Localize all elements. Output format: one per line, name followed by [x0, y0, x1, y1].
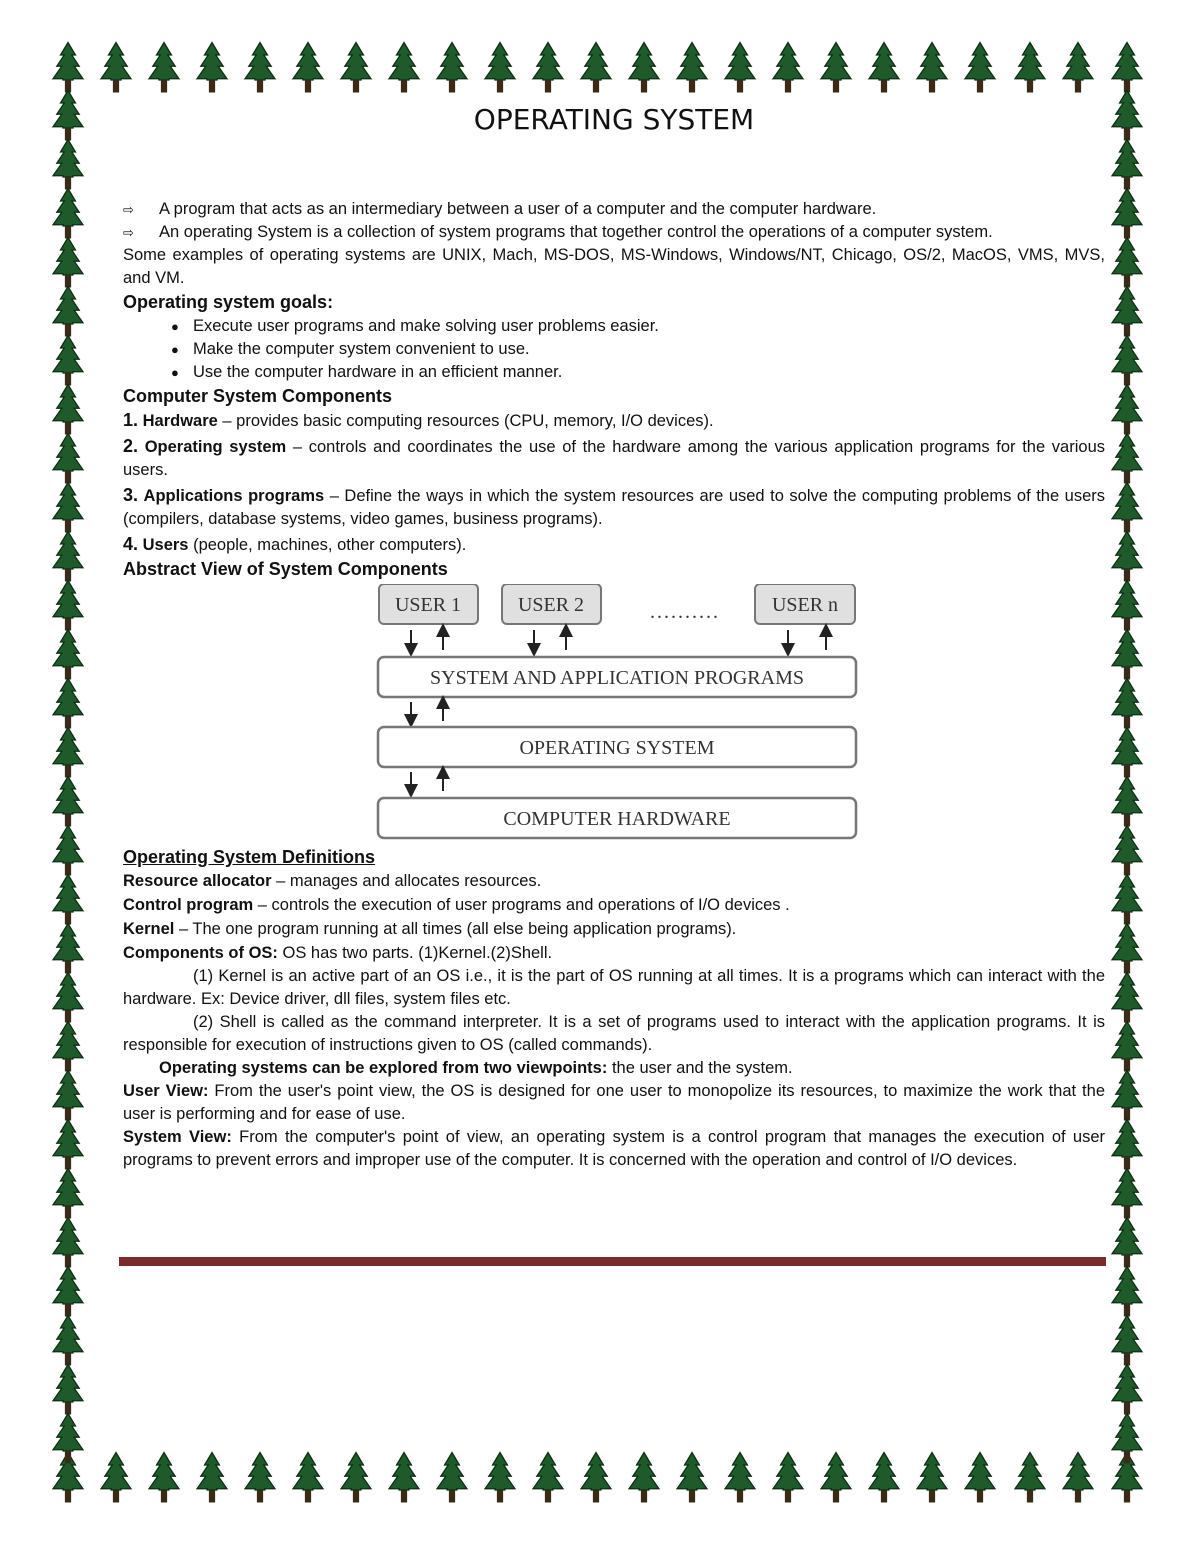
viewpoints-line: Operating systems can be explored from two viewpoints: the user and the system. [159, 1059, 793, 1077]
pine-tree-icon [53, 140, 83, 190]
pine-tree-icon [1112, 483, 1142, 533]
pine-tree-icon [149, 43, 179, 93]
pine-tree-icon [53, 385, 83, 435]
pine-tree-icon [53, 336, 83, 386]
pine-tree-icon [965, 1453, 995, 1503]
ellipsis: .......... [650, 601, 720, 623]
pine-tree-icon [53, 532, 83, 582]
pine-tree-icon [1112, 434, 1142, 484]
pine-tree-icon [1112, 1218, 1142, 1268]
pine-tree-icon [53, 1169, 83, 1219]
pine-tree-icon [53, 581, 83, 631]
layer-label: SYSTEM AND APPLICATION PROGRAMS [430, 667, 804, 689]
components-heading: Computer System Components [123, 386, 393, 406]
definition-item: Resource allocator – manages and allocates resources. [123, 872, 542, 890]
pine-tree-icon [485, 43, 515, 93]
system-view-paragraph: System View: From the computer's point of view, an operating system is a control program that manages the execution of user programs to prevent errors and improper use of the computer. It is concerned with the operation and control of I/O devices. [123, 1128, 1105, 1169]
hollow-arrow-icon: ⇨ [123, 202, 134, 217]
list-item: ● Make the computer system convenient to use. [171, 338, 1105, 361]
component-item: 2. Operating system – controls and coordinates the use of the hardware among the various application programs for the various users. [123, 436, 1105, 479]
pine-tree-icon [1112, 679, 1142, 729]
pine-tree-icon [1112, 973, 1142, 1023]
document-body [123, 100, 1105, 1172]
user-label: USER n [771, 594, 839, 616]
pine-tree-icon [53, 43, 83, 93]
pine-tree-icon [53, 728, 83, 778]
pine-tree-icon [197, 43, 227, 93]
pine-tree-icon [53, 238, 83, 288]
components-os: Components of OS: OS has two parts. (1)Kernel.(2)Shell. [123, 944, 553, 962]
pine-tree-icon [1112, 532, 1142, 582]
pine-tree-icon [53, 1267, 83, 1317]
pine-tree-icon [1112, 1169, 1142, 1219]
pine-tree-icon [1015, 43, 1045, 93]
pine-tree-icon [677, 1453, 707, 1503]
pine-tree-icon [341, 43, 371, 93]
bullet-icon: ● [171, 365, 179, 380]
pine-tree-icon [965, 43, 995, 93]
pine-tree-icon [1112, 1316, 1142, 1366]
pine-tree-icon [821, 43, 851, 93]
pine-tree-icon [1112, 777, 1142, 827]
user-view-paragraph: User View: From the user's point view, the OS is designed for one user to monopolize its resources, to maximize the work that the user is performing and for ease of use. [123, 1082, 1105, 1123]
pine-tree-icon [1112, 581, 1142, 631]
pine-tree-icon [389, 1453, 419, 1503]
pine-tree-icon [1112, 140, 1142, 190]
pine-tree-icon [1112, 1071, 1142, 1121]
pine-tree-icon [53, 630, 83, 680]
pine-tree-icon [53, 875, 83, 925]
pine-tree-icon [53, 973, 83, 1023]
bullet-icon: ● [171, 319, 179, 334]
pine-tree-icon [437, 1453, 467, 1503]
pine-tree-icon [53, 1218, 83, 1268]
horizontal-rule [119, 1257, 1106, 1266]
pine-tree-icon [1112, 238, 1142, 288]
pine-tree-icon [53, 434, 83, 484]
pine-tree-icon [1112, 43, 1142, 93]
pine-tree-icon [1112, 189, 1142, 239]
shell-paragraph: (2) Shell is called as the command interpreter. It is a set of programs used to interact with the application programs. It is responsible for execution of instructions given to OS (called commands). [123, 1013, 1105, 1054]
definitions-heading: Operating System Definitions [123, 847, 376, 867]
pine-tree-icon [773, 43, 803, 93]
pine-tree-icon [533, 1453, 563, 1503]
pine-tree-icon [1063, 43, 1093, 93]
pine-tree-icon [293, 43, 323, 93]
pine-tree-icon [581, 43, 611, 93]
pine-tree-icon [437, 43, 467, 93]
pine-tree-icon [485, 1453, 515, 1503]
examples-paragraph: Some examples of operating systems are UNIX, Mach, MS-DOS, MS-Windows, Windows/NT, Chicago, OS/2, MacOS, VMS, MVS, and VM. [123, 246, 1105, 287]
pine-tree-icon [1112, 1365, 1142, 1415]
pine-tree-icon [389, 43, 419, 93]
pine-tree-icon [917, 43, 947, 93]
pine-tree-icon [53, 189, 83, 239]
pine-tree-icon [53, 679, 83, 729]
pine-tree-icon [1112, 728, 1142, 778]
pine-tree-icon [1112, 630, 1142, 680]
intro-point: ⇨ A program that acts as an intermediary between a user of a computer and the computer hardware. [123, 198, 1105, 221]
pine-tree-icon [53, 1120, 83, 1170]
kernel-paragraph: (1) Kernel is an active part of an OS i.e., it is the part of OS running at all times. It is a programs which can interact with the hardware. Ex: Device driver, dll files, system files etc. [123, 967, 1105, 1008]
pine-tree-icon [1112, 924, 1142, 974]
pine-tree-icon [869, 1453, 899, 1503]
pine-tree-icon [1112, 826, 1142, 876]
goals-heading: Operating system goals: [123, 292, 334, 312]
pine-tree-icon [1015, 1453, 1045, 1503]
pine-tree-icon [245, 1453, 275, 1503]
pine-tree-icon [53, 1022, 83, 1072]
pine-tree-icon [149, 1453, 179, 1503]
pine-tree-icon [1063, 1453, 1093, 1503]
pine-tree-icon [581, 1453, 611, 1503]
goals-list [123, 315, 1105, 384]
list-item: ● Use the computer hardware in an efficient manner. [171, 361, 1105, 384]
pine-tree-icon [1112, 287, 1142, 337]
pine-tree-icon [53, 483, 83, 533]
user-label: USER 2 [517, 594, 585, 616]
pine-tree-icon [1112, 1414, 1142, 1464]
pine-tree-icon [101, 43, 131, 93]
pine-tree-icon [101, 1453, 131, 1503]
pine-tree-icon [1112, 336, 1142, 386]
pine-tree-icon [677, 43, 707, 93]
pine-tree-icon [53, 826, 83, 876]
pine-tree-icon [53, 91, 83, 141]
pine-tree-icon [725, 1453, 755, 1503]
pine-tree-icon [1112, 1267, 1142, 1317]
layer-label: OPERATING SYSTEM [519, 737, 715, 759]
pine-tree-icon [53, 1414, 83, 1464]
pine-tree-icon [917, 1453, 947, 1503]
component-item: 3. Applications programs – Define the ways in which the system resources are used to solve the computing problems of the users (compilers, database systems, video games, business programs). [123, 485, 1106, 528]
pine-tree-icon [53, 1071, 83, 1121]
abstract-heading: Abstract View of System Components [123, 559, 448, 579]
pine-tree-icon [725, 43, 755, 93]
component-item: 4. Users (people, machines, other computers). [123, 534, 467, 554]
bullet-icon: ● [171, 342, 179, 357]
pine-tree-icon [869, 43, 899, 93]
hollow-arrow-icon: ⇨ [123, 225, 134, 240]
pine-tree-icon [293, 1453, 323, 1503]
pine-tree-icon [53, 1365, 83, 1415]
pine-tree-icon [197, 1453, 227, 1503]
intro-point: ⇨ An operating System is a collection of system programs that together control the operations of a computer system. [123, 221, 1105, 244]
pine-tree-icon [53, 777, 83, 827]
layer-label: COMPUTER HARDWARE [503, 808, 731, 830]
pine-tree-icon [1112, 91, 1142, 141]
page-title: OPERATING SYSTEM [473, 103, 755, 136]
pine-tree-icon [341, 1453, 371, 1503]
pine-tree-icon [53, 287, 83, 337]
definition-item: Kernel – The one program running at all times (all else being application programs). [123, 920, 737, 938]
list-item: ● Execute user programs and make solving user problems easier. [171, 315, 1105, 338]
pine-tree-icon [773, 1453, 803, 1503]
pine-tree-icon [629, 43, 659, 93]
pine-tree-icon [1112, 1022, 1142, 1072]
pine-tree-icon [245, 43, 275, 93]
pine-tree-icon [53, 924, 83, 974]
component-item: 1. Hardware – provides basic computing resources (CPU, memory, I/O devices). [123, 410, 714, 430]
pine-tree-icon [629, 1453, 659, 1503]
pine-tree-icon [53, 1316, 83, 1366]
pine-tree-icon [1112, 875, 1142, 925]
abstract-view-diagram [123, 584, 1105, 846]
pine-tree-icon [533, 43, 563, 93]
user-label: USER 1 [394, 594, 462, 616]
pine-tree-icon [1112, 385, 1142, 435]
pine-tree-icon [1112, 1120, 1142, 1170]
definition-item: Control program – controls the execution of user programs and operations of I/O devices . [123, 896, 790, 914]
pine-tree-icon [821, 1453, 851, 1503]
